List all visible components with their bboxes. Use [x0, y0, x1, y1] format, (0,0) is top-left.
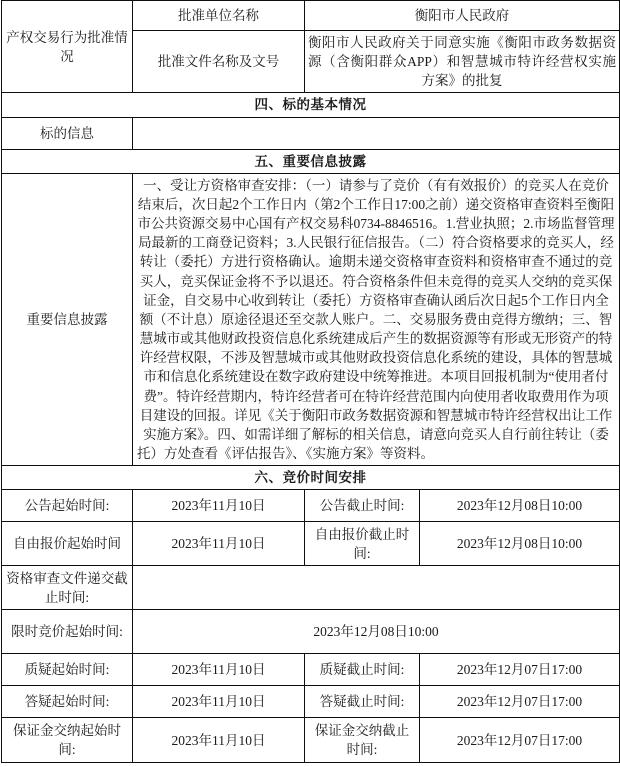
table-row [2, 686, 620, 718]
table-row [2, 117, 620, 149]
table-row [2, 654, 620, 686]
schedule-start-value: 2023年11月10日 [133, 490, 305, 522]
approval-unit-name-value: 衡阳市人民政府 [305, 1, 620, 31]
schedule-start-label: 质疑起始时间: [2, 654, 133, 686]
table-row [2, 149, 620, 173]
table-row [2, 466, 620, 490]
schedule-end-value: 2023年12月08日10:00 [420, 490, 620, 522]
schedule-end-label: 公告截止时间: [305, 490, 420, 522]
schedule-end-label: 保证金交纳截止时间: [305, 718, 420, 763]
table-row [2, 610, 620, 654]
schedule-end-label: 自由报价截止时间: [305, 522, 420, 566]
disclosure-label: 重要信息披露 [2, 173, 133, 465]
approval-doc-name-label: 批准文件名称及文号 [133, 31, 305, 93]
section-six-heading: 六、竞价时间安排 [2, 466, 620, 490]
table-row [2, 566, 620, 610]
table-row [2, 522, 620, 566]
schedule-start-label: 自由报价起始时间 [2, 522, 133, 566]
approval-status-label: 产权交易行为批准情况 [2, 1, 133, 93]
schedule-start-label: 保证金交纳起始时间: [2, 718, 133, 763]
section-four-heading: 四、标的基本情况 [2, 93, 620, 117]
auction-announcement-table [1, 0, 620, 763]
approval-unit-name-label: 批准单位名称 [133, 1, 305, 31]
schedule-end-value: 2023年12月08日10:00 [420, 522, 620, 566]
schedule-start-value: 2023年11月10日 [133, 718, 305, 763]
schedule-start-value [133, 566, 620, 610]
table-row [2, 718, 620, 763]
schedule-end-label: 答疑截止时间: [305, 686, 420, 718]
schedule-start-label: 限时竞价起始时间: [2, 610, 133, 654]
disclosure-text: 一、受让方资格审查安排：（一）请参与了竞价（有有效报价）的竞买人在竞价结束后，次日起2个工作日内（第2个工作日17:00之前）递交资格审查资料至衡阳市公共资源交易中心国有产权交易科0734-8846516。1.营业执照；2.市场监督管理局最新的工商登记资料；3.人民银行征信报告。（二）符合资格要求的竞买人，经转让（委托）方进行资格确认。逾期未递交资格审查资料和资格审查不通过的竞买人，竞买保证金将不予以退还。符合资格条件但未竞得的竞买人交纳的竞买保证金，自交易中心收到转让（委托）方资格审查确认函后次日起5个工作日内全额（不计息）原途径退还至交款人账户。二、交易服务费由竞得方缴纳；三、智慧城市或其他财政投资信息化系统建成后产生的数据资源等有形或无形资产的特许经营权限，不涉及智慧城市或其他财政投资信息化系统的建设，具体的智慧城市和信息化系统建设在数字政府建设中统筹推进。本项目回报机制为“使用者付费”。特许经营期内，特许经营者可在特许经营范围内向使用者收取费用作为项目建设的回报。详见《关于衡阳市政务数据资源和智慧城市特许经营权出让工作实施方案》。四、如需详细了解标的相关信息，请意向竞买人自行前往转让（委托）方处查看《评估报告》、《实施方案》等资料。 [133, 173, 620, 465]
subject-info-value [133, 117, 620, 149]
schedule-start-value: 2023年11月10日 [133, 522, 305, 566]
schedule-start-value: 2023年11月10日 [133, 654, 305, 686]
schedule-start-label: 答疑起始时间: [2, 686, 133, 718]
schedule-end-label: 质疑截止时间: [305, 654, 420, 686]
approval-doc-name-value: 衡阳市人民政府关于同意实施《衡阳市政务数据资源（含衡阳群众APP）和智慧城市特许经营权实施方案》的批复 [305, 31, 620, 93]
schedule-end-value: 2023年12月07日17:00 [420, 654, 620, 686]
subject-info-label: 标的信息 [2, 117, 133, 149]
schedule-start-value: 2023年11月10日 [133, 686, 305, 718]
table-row [2, 490, 620, 522]
table-row [2, 1, 620, 31]
table-row [2, 93, 620, 117]
schedule-end-value: 2023年12月07日17:00 [420, 686, 620, 718]
schedule-start-label: 公告起始时间: [2, 490, 133, 522]
section-five-heading: 五、重要信息披露 [2, 149, 620, 173]
schedule-start-value: 2023年12月08日10:00 [133, 610, 620, 654]
schedule-start-label: 资格审查文件递交截止时间: [2, 566, 133, 610]
table-row [2, 173, 620, 465]
schedule-end-value: 2023年12月07日17:00 [420, 718, 620, 763]
